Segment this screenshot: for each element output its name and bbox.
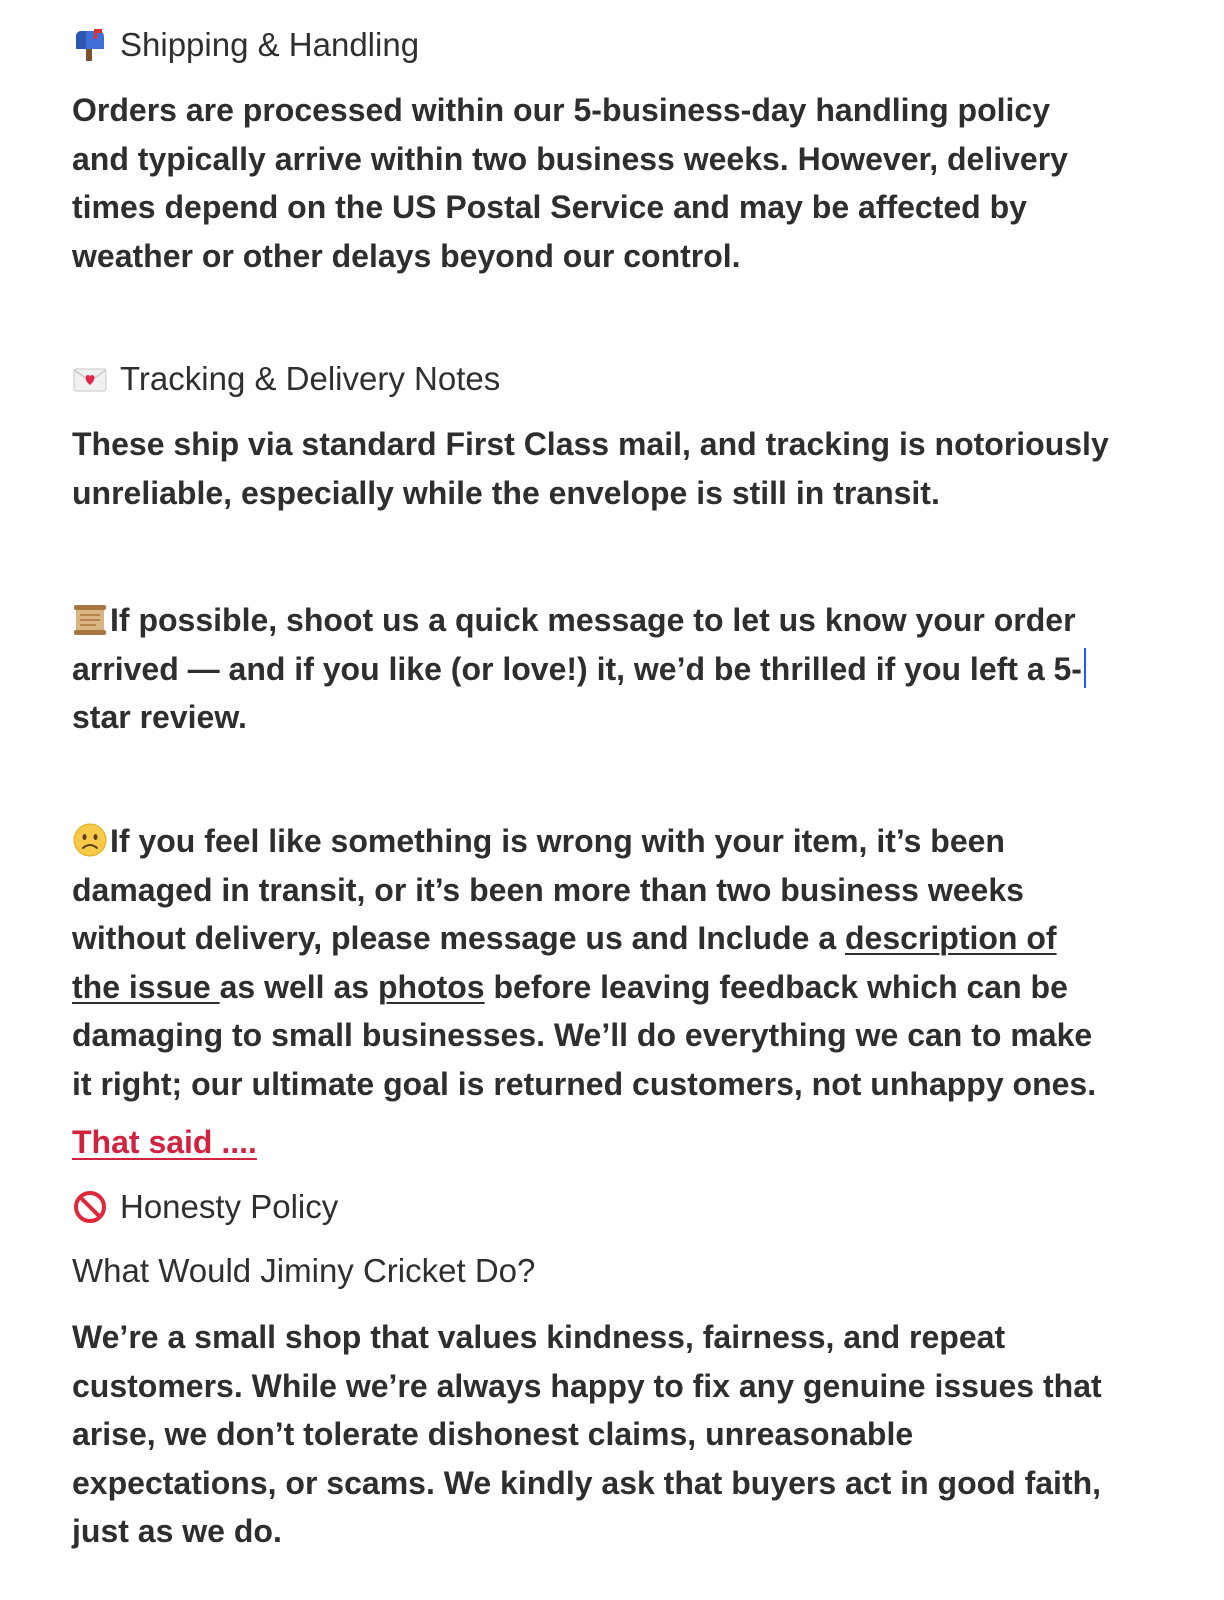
review-line-2-text: arrived — and if you like (or love!) it, we’d be thrilled if you left a 5- <box>72 650 1082 687</box>
text-line: customers. While we’re always happy to fix any genuine issues that <box>72 1367 1102 1404</box>
text-line: times depend on the US Postal Service and may be affected by <box>72 189 1027 225</box>
text-line: We’re a small shop that values kindness, fairness, and repeat <box>72 1319 1006 1355</box>
text-line: damaged in transit, or it’s been more than two business weeks <box>72 871 1024 908</box>
description-link[interactable]: description of <box>845 920 1057 956</box>
text-line <box>72 596 1152 645</box>
text-line: it right; our ultimate goal is returned customers, not unhappy ones. <box>72 1065 1097 1102</box>
honesty-subheading: What Would Jiminy Cricket Do? <box>72 1252 536 1289</box>
shipping-heading <box>72 26 419 64</box>
honesty-heading-text: Honesty Policy <box>120 1188 339 1225</box>
shipping-heading-text: Shipping & Handling <box>120 26 420 63</box>
photos-link[interactable]: photos <box>377 968 485 1005</box>
tracking-heading <box>72 360 500 398</box>
honesty-paragraph <box>72 1313 1152 1556</box>
text-line: weather or other delays beyond our control. <box>72 237 741 274</box>
text-line: unreliable, especially while the envelope is still in transit. <box>72 474 940 511</box>
issues-line-1-text: If you feel like something is wrong with your item, it’s been <box>110 823 1005 859</box>
shipping-paragraph <box>72 86 1152 280</box>
text-line: damaging to small businesses. We’ll do everything we can to make <box>72 1017 1093 1053</box>
review-paragraph <box>72 596 1152 742</box>
text-line: and typically arrive within two business weeks. However, delivery <box>72 140 1068 177</box>
text-line <box>72 963 1152 1012</box>
text-line: star review. <box>72 699 247 735</box>
description-link-continued[interactable]: the issue <box>72 968 220 1005</box>
tracking-paragraph <box>72 420 1152 517</box>
tracking-heading-text: Tracking & Delivery Notes <box>120 360 501 397</box>
text-line: expectations, or scams. We kindly ask that buyers act in good faith, <box>72 1464 1102 1501</box>
text-line: arise, we don’t tolerate dishonest claims, unreasonable <box>72 1416 914 1452</box>
honesty-heading <box>72 1188 338 1226</box>
text-line <box>72 914 1152 963</box>
issues-line-4-tail-text: before leaving feedback which can be <box>484 968 1068 1005</box>
mailbox-icon <box>72 27 108 63</box>
text-line <box>72 817 1152 866</box>
text-line <box>72 645 1152 694</box>
text-line: just as we do. <box>72 1513 282 1549</box>
that-said-link[interactable]: That said .... <box>72 1124 257 1160</box>
text-line: Orders are processed within our 5-business-day handling policy <box>72 92 1051 128</box>
scroll-icon <box>72 601 108 637</box>
prohibited-icon <box>72 1189 108 1225</box>
issues-paragraph <box>72 817 1152 1108</box>
review-line-1-text: If possible, shoot us a quick message to let us know your order <box>110 602 1076 638</box>
issues-line-4-text: as well as <box>219 968 378 1005</box>
issues-line-3-text: without delivery, please message us and Include a <box>72 920 845 956</box>
text-line: These ship via standard First Class mail, and tracking is notoriously <box>72 426 1109 462</box>
frowning-face-icon <box>72 822 108 858</box>
text-cursor <box>1084 648 1086 688</box>
love-letter-icon <box>72 361 108 397</box>
